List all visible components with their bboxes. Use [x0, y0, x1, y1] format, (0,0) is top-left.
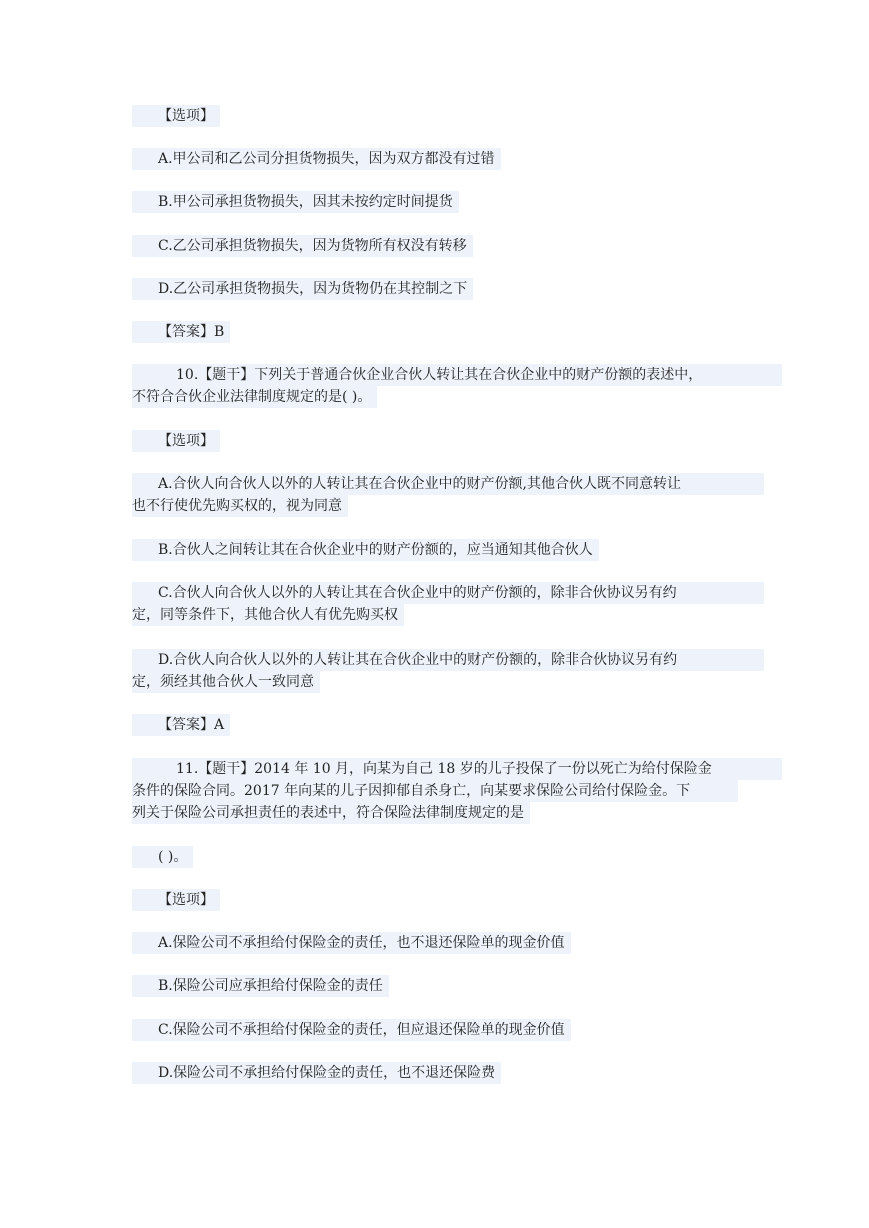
- answer-text: 【答案】A: [132, 714, 230, 736]
- q10-options-label: [132, 430, 738, 452]
- q11-option-a: [132, 932, 738, 954]
- stem-line: 列关于保险公司承担责任的表述中，符合保险法律制度规定的是: [132, 802, 530, 824]
- option-line: A.合伙人向合伙人以外的人转让其在合伙企业中的财产份额,其他合伙人既不同意转让: [132, 473, 764, 495]
- q11-option-d: [132, 1062, 738, 1084]
- q9-option-c: [132, 235, 738, 257]
- option-text: D.乙公司承担货物损失，因为货物仍在其控制之下: [132, 278, 473, 300]
- options-label-text: 【选项】: [132, 889, 220, 911]
- option-line: 定，同等条件下，其他合伙人有优先购买权: [132, 604, 404, 626]
- option-text: B.保险公司应承担给付保险金的责任: [132, 975, 389, 997]
- stem-tail-text: ( )。: [132, 846, 193, 868]
- q11-option-b: [132, 975, 738, 997]
- q9-option-d: [132, 278, 738, 300]
- q10-option-c: [132, 582, 738, 626]
- q9-option-b: [132, 191, 738, 213]
- stem-line: 11.【题干】2014 年 10 月，向某为自己 18 岁的儿子投保了一份以死亡为给付保险金: [132, 758, 782, 780]
- answer-text: 【答案】B: [132, 321, 230, 343]
- q10-answer: [132, 714, 738, 736]
- option-line: C.合伙人向合伙人以外的人转让其在合伙企业中的财产份额的，除非合伙协议另有约: [132, 582, 764, 604]
- q10-option-d: [132, 649, 738, 693]
- q11-stem: [132, 758, 738, 824]
- options-label-text: 【选项】: [132, 430, 220, 452]
- q10-stem: [132, 364, 738, 408]
- option-text: C.保险公司不承担给付保险金的责任，但应退还保险单的现金价值: [132, 1019, 571, 1041]
- option-text: A.保险公司不承担给付保险金的责任，也不退还保险单的现金价值: [132, 932, 571, 954]
- option-text: B.甲公司承担货物损失，因其未按约定时间提货: [132, 191, 459, 213]
- q10-option-a: [132, 473, 738, 517]
- q9-answer: [132, 321, 738, 343]
- q9-options-label: [132, 105, 738, 127]
- q10-option-b: [132, 539, 738, 561]
- option-line: D.合伙人向合伙人以外的人转让其在合伙企业中的财产份额的，除非合伙协议另有约: [132, 649, 764, 671]
- stem-line: 不符合合伙企业法律制度规定的是( )。: [132, 386, 377, 408]
- q11-option-c: [132, 1019, 738, 1041]
- q11-options-label: [132, 889, 738, 911]
- options-label-text: 【选项】: [132, 105, 220, 127]
- option-text: C.乙公司承担货物损失，因为货物所有权没有转移: [132, 235, 473, 257]
- option-line: 定，须经其他合伙人一致同意: [132, 671, 320, 693]
- option-line: 也不行使优先购买权的，视为同意: [132, 495, 348, 517]
- stem-line: 条件的保险合同。2017 年向某的儿子因抑郁自杀身亡，向某要求保险公司给付保险金。下: [132, 780, 738, 802]
- stem-line: 10.【题干】下列关于普通合伙企业合伙人转让其在合伙企业中的财产份额的表述中，: [132, 364, 782, 386]
- option-text: D.保险公司不承担给付保险金的责任，也不退还保险费: [132, 1062, 501, 1084]
- option-text: B.合伙人之间转让其在合伙企业中的财产份额的，应当通知其他合伙人: [132, 539, 599, 561]
- option-text: A.甲公司和乙公司分担货物损失，因为双方都没有过错: [132, 148, 501, 170]
- q11-stem-tail: [132, 846, 738, 868]
- q9-option-a: [132, 148, 738, 170]
